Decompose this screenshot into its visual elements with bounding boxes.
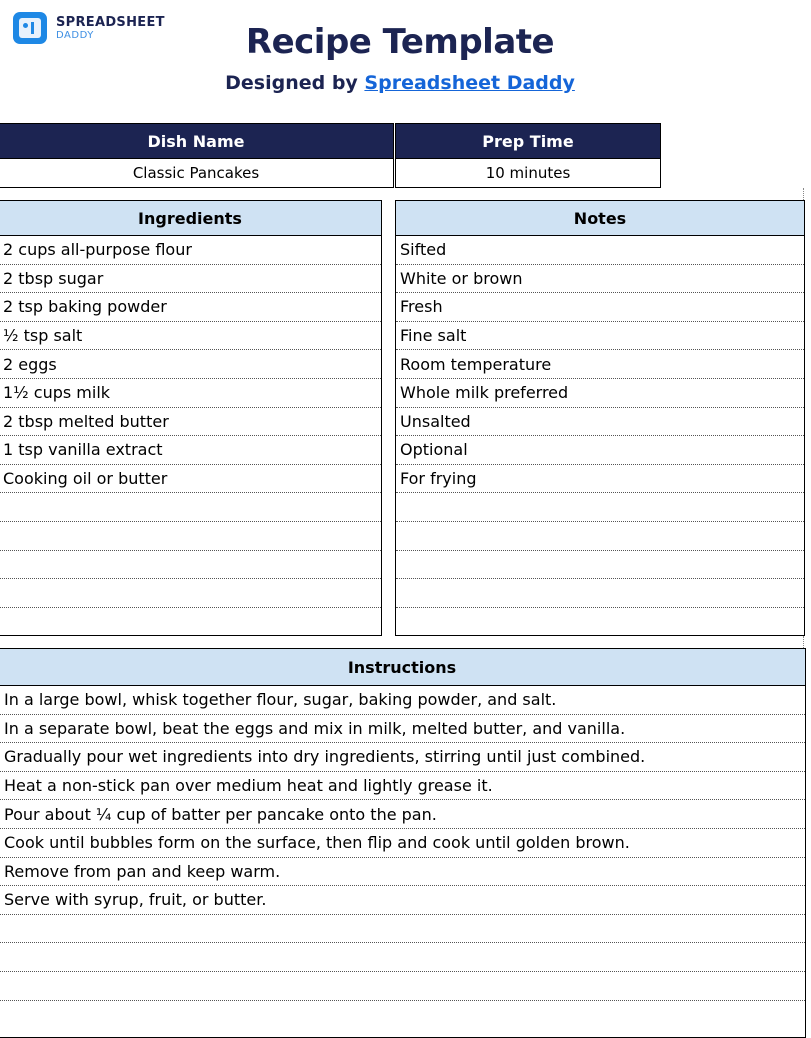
note-row[interactable] <box>396 579 804 608</box>
instruction-row[interactable]: Pour about ¼ cup of batter per pancake onto the pan. <box>0 800 805 829</box>
note-row[interactable]: Sifted <box>396 236 804 265</box>
note-row[interactable] <box>396 522 804 551</box>
ingredients-table <box>0 200 382 636</box>
instruction-row[interactable]: Gradually pour wet ingredients into dry ingredients, stirring until just combined. <box>0 743 805 772</box>
ingredient-row[interactable] <box>0 579 381 608</box>
instruction-row[interactable] <box>0 915 805 944</box>
note-row[interactable]: White or brown <box>396 265 804 294</box>
column-edge-marker <box>803 188 806 200</box>
ingredients-header: Ingredients <box>0 201 381 236</box>
column-edge-marker <box>803 636 806 648</box>
note-row[interactable]: Room temperature <box>396 350 804 379</box>
instruction-row[interactable]: In a separate bowl, beat the eggs and mix in milk, melted butter, and vanilla. <box>0 715 805 744</box>
ingredient-row[interactable] <box>0 551 381 580</box>
note-row[interactable]: Optional <box>396 436 804 465</box>
instruction-row[interactable]: Serve with syrup, fruit, or butter. <box>0 886 805 915</box>
instruction-row[interactable]: Heat a non-stick pan over medium heat and lightly grease it. <box>0 772 805 801</box>
ingredient-row[interactable]: 1½ cups milk <box>0 379 381 408</box>
note-row[interactable]: Whole milk preferred <box>396 379 804 408</box>
subtitle-prefix: Designed by <box>225 72 365 94</box>
instruction-row[interactable]: Cook until bubbles form on the surface, then flip and cook until golden brown. <box>0 829 805 858</box>
instruction-row[interactable] <box>0 943 805 972</box>
note-row[interactable]: Fresh <box>396 293 804 322</box>
logo-line-1: SPREADSHEET <box>56 14 165 30</box>
instructions-table <box>0 648 806 1038</box>
note-row[interactable]: Fine salt <box>396 322 804 351</box>
note-row[interactable]: Unsalted <box>396 408 804 437</box>
dish-name-cell[interactable]: Classic Pancakes <box>0 159 394 188</box>
spreadsheet-daddy-link[interactable]: Spreadsheet Daddy <box>364 72 575 94</box>
note-row[interactable]: For frying <box>396 465 804 494</box>
prep-time-header: Prep Time <box>395 123 661 159</box>
ingredient-row[interactable]: 2 tbsp melted butter <box>0 408 381 437</box>
page-subtitle <box>0 72 800 94</box>
instruction-row[interactable]: In a large bowl, whisk together flour, sugar, baking powder, and salt. <box>0 686 805 715</box>
note-row[interactable] <box>396 493 804 522</box>
notes-table <box>395 200 805 636</box>
page-title: Recipe Template <box>245 22 555 62</box>
ingredient-row[interactable] <box>0 493 381 522</box>
ingredient-row[interactable] <box>0 522 381 551</box>
instructions-header: Instructions <box>0 649 805 686</box>
ingredient-row[interactable]: 2 eggs <box>0 350 381 379</box>
ingredient-row[interactable]: 2 tbsp sugar <box>0 265 381 294</box>
note-row[interactable] <box>396 551 804 580</box>
instruction-row[interactable]: Remove from pan and keep warm. <box>0 858 805 887</box>
ingredient-row[interactable]: 2 tsp baking powder <box>0 293 381 322</box>
instruction-row[interactable] <box>0 972 805 1001</box>
logo-line-2: DADDY <box>56 29 94 41</box>
notes-header: Notes <box>396 201 804 236</box>
ingredient-row[interactable]: 2 cups all-purpose flour <box>0 236 381 265</box>
dish-name-header: Dish Name <box>0 123 394 159</box>
ingredient-row[interactable]: ½ tsp salt <box>0 322 381 351</box>
ingredient-row[interactable]: Cooking oil or butter <box>0 465 381 494</box>
prep-time-cell[interactable]: 10 minutes <box>395 159 661 188</box>
ingredient-row[interactable]: 1 tsp vanilla extract <box>0 436 381 465</box>
